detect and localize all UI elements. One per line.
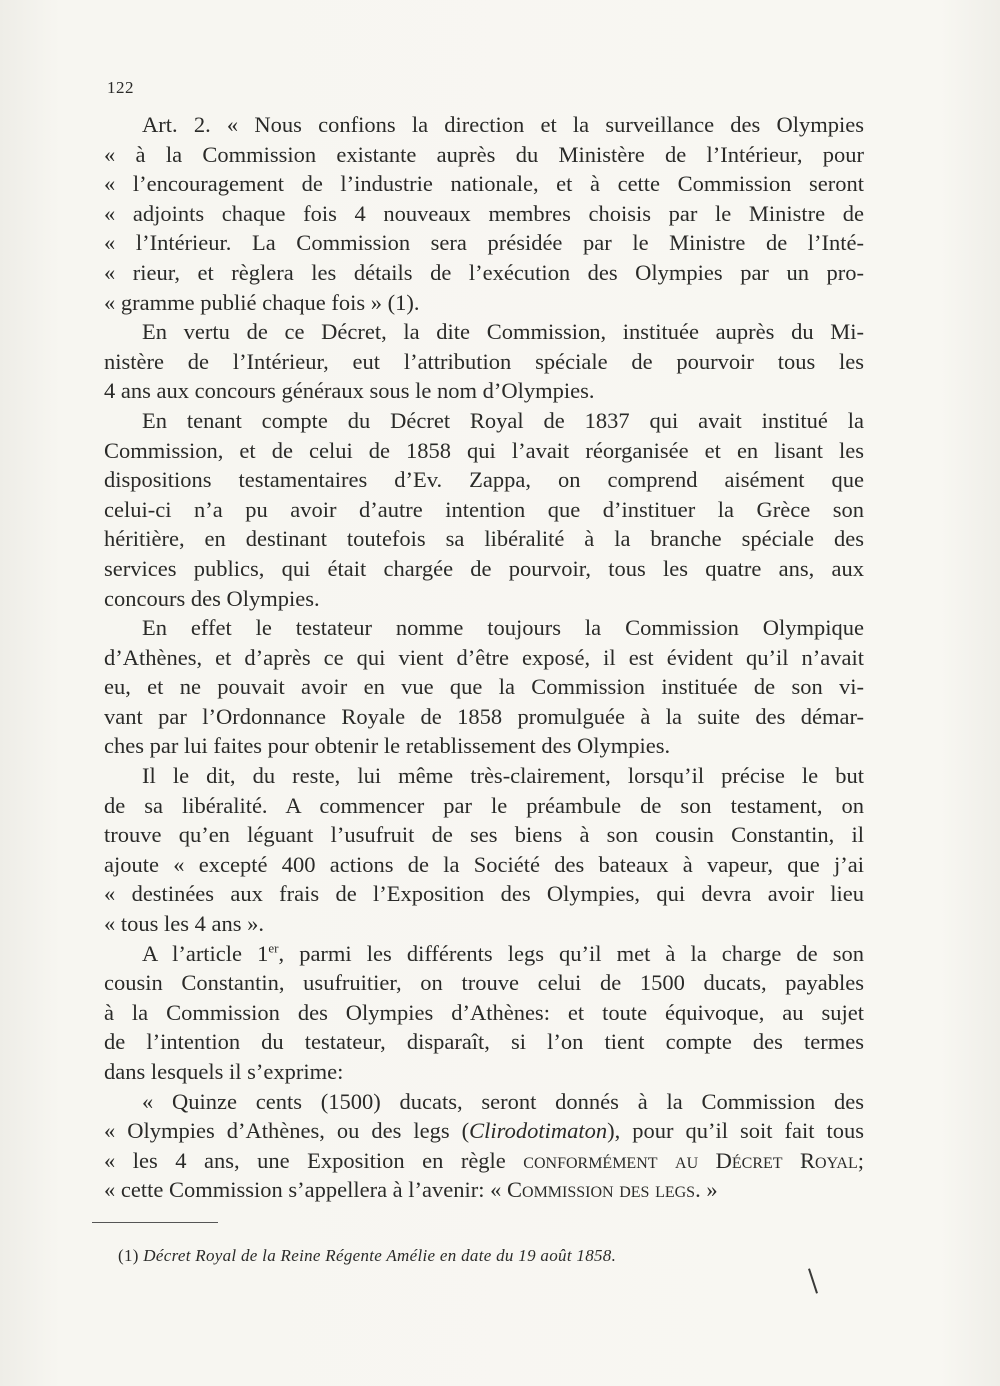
text-line: Art. 2. « Nous confions la direction et la surveillance des Olympies: [142, 112, 864, 137]
text-line: « destinées aux frais de l’Exposition des Olympies, qui devra avoir lieu: [104, 881, 864, 907]
text-line: de l’intention du testateur, disparaît, si l’on tient compte des termes: [104, 1029, 864, 1055]
text-line: celui-ci n’a pu avoir d’autre intention que d’instituer la Grèce son: [104, 496, 864, 522]
text-line: « gramme publié chaque fois » (1).: [104, 289, 420, 315]
text-line: de sa libéralité. A commencer par le préambule de son testament, on: [104, 792, 864, 818]
text-fragment: , parmi les différents legs qu’il met à la charge de son: [278, 940, 864, 966]
text-line: Commission, et de celui de 1858 qui l’avait réorganisée et en lisant les: [104, 437, 864, 463]
text-line: [104, 939, 864, 969]
paragraph-liberalite: [104, 761, 864, 939]
text-line: [104, 1146, 864, 1176]
text-line: [104, 1175, 864, 1205]
text-line: dispositions testamentaires d’Ev. Zappa, on comprend aisément que: [104, 467, 864, 493]
page-number: 122: [107, 78, 134, 97]
small-caps-text: conformément au Décret Royal: [523, 1147, 858, 1173]
italic-term: Clirodotimaton: [469, 1118, 608, 1144]
text-line: eu, et ne pouvait avoir en vue que la Commission instituée de son vi-: [104, 674, 864, 700]
text-line: En vertu de ce Décret, la dite Commission, instituée auprès du Mi-: [142, 319, 864, 345]
text-fragment: « cette Commission s’appellera à l’avenir: «: [104, 1177, 508, 1203]
text-line: « l’encouragement de l’industrie nationale, et à cette Commission seront: [104, 171, 864, 197]
text-line: Il le dit, du reste, lui même très-clairement, lorsqu’il précise le but: [142, 763, 864, 789]
paragraph-decret-royal: [104, 406, 864, 613]
text-line: En tenant compte du Décret Royal de 1837 qui avait institué la: [142, 407, 864, 433]
paragraph-article-2-cont: [104, 140, 864, 318]
text-fragment: « Olympies d’Athènes, ou des legs (: [104, 1118, 470, 1144]
text-line: héritière, en destinant toutefois sa libéralité à la branche spéciale des: [104, 526, 864, 552]
text-line: ajoute « excepté 400 actions de la Société des bateaux à vapeur, que j’ai: [104, 851, 864, 877]
text-line: « tous les 4 ans ».: [104, 911, 264, 937]
text-line: vant par l’Ordonnance Royale de 1858 promulguée à la suite des démar-: [104, 703, 864, 729]
text-line: En effet le testateur nomme toujours la Commission Olympique: [142, 615, 864, 641]
text-fragment: . »: [695, 1177, 718, 1203]
footnote: [118, 1246, 616, 1266]
text-line: « adjoints chaque fois 4 nouveaux membres choisis par le Ministre de: [104, 200, 864, 226]
text-line: 4 ans aux concours généraux sous le nom d’Olympies.: [104, 378, 595, 404]
paragraph-article-1: [104, 939, 864, 1087]
paragraph-decret: [104, 317, 864, 406]
text-fragment: A l’article 1: [142, 940, 269, 966]
text-line: trouve qu’en léguant l’usufruit de ses biens à son cousin Constantin, il: [104, 822, 864, 848]
text-line: concours des Olympies.: [104, 585, 320, 611]
footnote-divider: [92, 1222, 218, 1223]
footnote-number: (1): [118, 1246, 139, 1265]
text-line: ches par lui faites pour obtenir le retablissement des Olympies.: [104, 733, 671, 759]
small-caps-text: Commission des legs: [507, 1177, 696, 1203]
text-line: « à la Commission existante auprès du Ministère de l’Intérieur, pour: [104, 141, 864, 167]
text-fragment: ;: [857, 1147, 864, 1173]
text-line: à la Commission des Olympies d’Athènes: et toute équivoque, au sujet: [104, 999, 864, 1025]
scan-mark: [808, 1268, 818, 1293]
text-fragment: ), pour qu’il soit fait tous: [607, 1118, 864, 1144]
body-text: [104, 110, 864, 1205]
superscript: er: [268, 940, 279, 956]
text-line: d’Athènes, et d’après ce qui vient d’être exposé, il est évident qu’il n’avait: [104, 644, 864, 670]
text-line: nistère de l’Intérieur, eut l’attribution spéciale de pourvoir tous les: [104, 348, 864, 374]
text-line: « Quinze cents (1500) ducats, seront donnés à la Commission des: [142, 1088, 864, 1114]
text-fragment: « les 4 ans, une Exposition en règle: [104, 1147, 524, 1173]
text-line: services publics, qui était chargée de pourvoir, tous les quatre ans, aux: [104, 555, 864, 581]
text-line: « l’Intérieur. La Commission sera présidée par le Ministre de l’Inté-: [104, 230, 864, 256]
paragraph-testateur: [104, 613, 864, 761]
text-line: « rieur, et règlera les détails de l’exécution des Olympies par un pro-: [104, 259, 864, 285]
footnote-text: Décret Royal de la Reine Régente Amélie en date du 19 août 1858.: [143, 1246, 617, 1265]
paragraph-article-2: [104, 110, 864, 140]
text-line: cousin Constantin, usufruitier, on trouve celui de 1500 ducats, payables: [104, 970, 864, 996]
text-line: dans lesquels il s’exprime:: [104, 1059, 344, 1084]
paragraph-quote: [104, 1087, 864, 1205]
text-line: [104, 1116, 864, 1146]
